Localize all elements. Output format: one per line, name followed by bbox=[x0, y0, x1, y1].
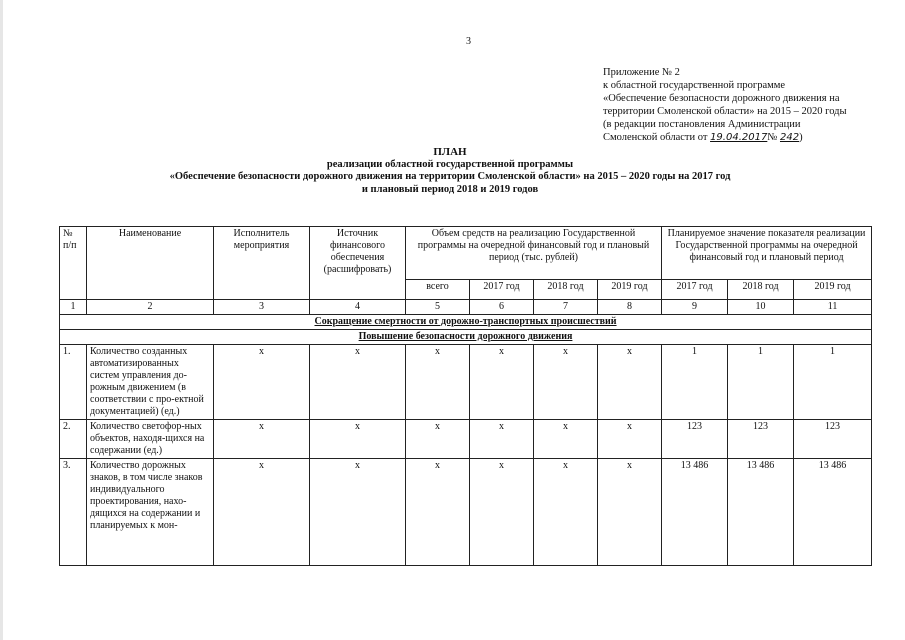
row-f2017: х bbox=[470, 420, 534, 459]
subsection-heading: Повышение безопасности дорожного движения bbox=[60, 330, 872, 345]
closing-paren: ) bbox=[799, 132, 803, 143]
row-f2017: х bbox=[470, 459, 534, 566]
row-i2017: 123 bbox=[662, 420, 728, 459]
row-f2019: х bbox=[598, 459, 662, 566]
column-number-row bbox=[60, 300, 872, 315]
appendix-last-prefix: Смоленской области от bbox=[603, 132, 708, 143]
row-i2018: 1 bbox=[728, 345, 794, 420]
page-number: 3 bbox=[466, 36, 471, 47]
row-i2019: 1 bbox=[794, 345, 872, 420]
row-name: Количество созданных автоматизированных систем управления до-рожным движением (в соответствии с про-ектной документацией) (ед.) bbox=[87, 345, 214, 420]
table-row bbox=[60, 345, 872, 420]
row-i2018: 123 bbox=[728, 420, 794, 459]
number-sign: № bbox=[767, 132, 778, 143]
section-heading: Сокращение смертности от дорожно-транспортных происшествий bbox=[60, 315, 872, 330]
header-executor: Исполнитель мероприятия bbox=[214, 227, 310, 300]
column-number: 6 bbox=[470, 300, 534, 315]
header-i2017: 2017 год bbox=[662, 279, 728, 299]
header-i2019: 2019 год bbox=[794, 279, 872, 299]
appendix-line: «Обеспечение безопасности дорожного движения на bbox=[603, 93, 840, 104]
row-num: 1. bbox=[60, 345, 87, 420]
row-f2019: х bbox=[598, 345, 662, 420]
row-source: х bbox=[310, 459, 406, 566]
row-i2019: 123 bbox=[794, 420, 872, 459]
header-f2017: 2017 год bbox=[470, 279, 534, 299]
header-i2018: 2018 год bbox=[728, 279, 794, 299]
appendix-line: территории Смоленской области» на 2015 – 2020 годы bbox=[603, 106, 847, 117]
row-i2018: 13 486 bbox=[728, 459, 794, 566]
row-num: 3. bbox=[60, 459, 87, 566]
row-source: х bbox=[310, 345, 406, 420]
column-number: 1 bbox=[60, 300, 87, 315]
column-number: 7 bbox=[534, 300, 598, 315]
appendix-block bbox=[603, 66, 847, 144]
column-number: 5 bbox=[406, 300, 470, 315]
row-f2018: х bbox=[534, 345, 598, 420]
plan-table bbox=[59, 226, 872, 566]
header-num: № п/п bbox=[60, 227, 87, 300]
header-name: Наименование bbox=[87, 227, 214, 300]
section-row bbox=[60, 315, 872, 330]
appendix-line: к областной государственной программе bbox=[603, 80, 786, 91]
appendix-last-line bbox=[603, 131, 847, 144]
column-number: 3 bbox=[214, 300, 310, 315]
row-f2018: х bbox=[534, 420, 598, 459]
row-name: Количество светофор-ных объектов, находя-щихся на содержании (ед.) bbox=[87, 420, 214, 459]
table-row bbox=[60, 420, 872, 459]
row-total: х bbox=[406, 459, 470, 566]
column-number: 2 bbox=[87, 300, 214, 315]
header-f2019: 2019 год bbox=[598, 279, 662, 299]
scan-edge bbox=[0, 0, 3, 640]
row-f2017: х bbox=[470, 345, 534, 420]
appendix-line: Приложение № 2 bbox=[603, 67, 680, 78]
row-i2017: 13 486 bbox=[662, 459, 728, 566]
header-source: Источник финансового обеспечения (расшифровать) bbox=[310, 227, 406, 300]
plan-title: ПЛАН bbox=[433, 146, 467, 158]
row-total: х bbox=[406, 345, 470, 420]
row-total: х bbox=[406, 420, 470, 459]
header-f2018: 2018 год bbox=[534, 279, 598, 299]
column-number: 8 bbox=[598, 300, 662, 315]
subsection-row bbox=[60, 330, 872, 345]
row-num: 2. bbox=[60, 420, 87, 459]
plan-subtitle-line: и плановый период 2018 и 2019 годов bbox=[361, 183, 539, 195]
header-total: всего bbox=[406, 279, 470, 299]
row-name: Количество дорожных знаков, в том числе знаков индивидуального проектирования, нахо-дящихся на содержании и планируемых к мон- bbox=[87, 459, 214, 566]
row-executor: х bbox=[214, 345, 310, 420]
plan-subtitle-line: реализации областной государственной программы bbox=[326, 158, 574, 170]
header-row bbox=[60, 227, 872, 280]
handwritten-number: 242 bbox=[779, 132, 800, 143]
appendix-line: (в редакции постановления Администрации bbox=[603, 119, 801, 130]
header-funding: Объем средств на реализацию Государственной программы на очередной финансовый год и плановый период (тыс. рублей) bbox=[406, 227, 662, 280]
row-i2019: 13 486 bbox=[794, 459, 872, 566]
plan-subtitle-line: «Обеспечение безопасности дорожного движения на территории Смоленской области» на 2015 – 2020 годы на 2017 год bbox=[169, 171, 731, 182]
row-executor: х bbox=[214, 459, 310, 566]
header-indicator: Планируемое значение показателя реализации Государственной программы на очередной финансовый год и плановый период bbox=[662, 227, 872, 280]
table-row bbox=[60, 459, 872, 566]
row-f2019: х bbox=[598, 420, 662, 459]
row-executor: х bbox=[214, 420, 310, 459]
row-source: х bbox=[310, 420, 406, 459]
handwritten-date: 19.04.2017 bbox=[710, 132, 768, 143]
column-number: 9 bbox=[662, 300, 728, 315]
row-i2017: 1 bbox=[662, 345, 728, 420]
column-number: 4 bbox=[310, 300, 406, 315]
column-number: 10 bbox=[728, 300, 794, 315]
row-f2018: х bbox=[534, 459, 598, 566]
plan-title-block bbox=[120, 146, 780, 196]
column-number: 11 bbox=[794, 300, 872, 315]
